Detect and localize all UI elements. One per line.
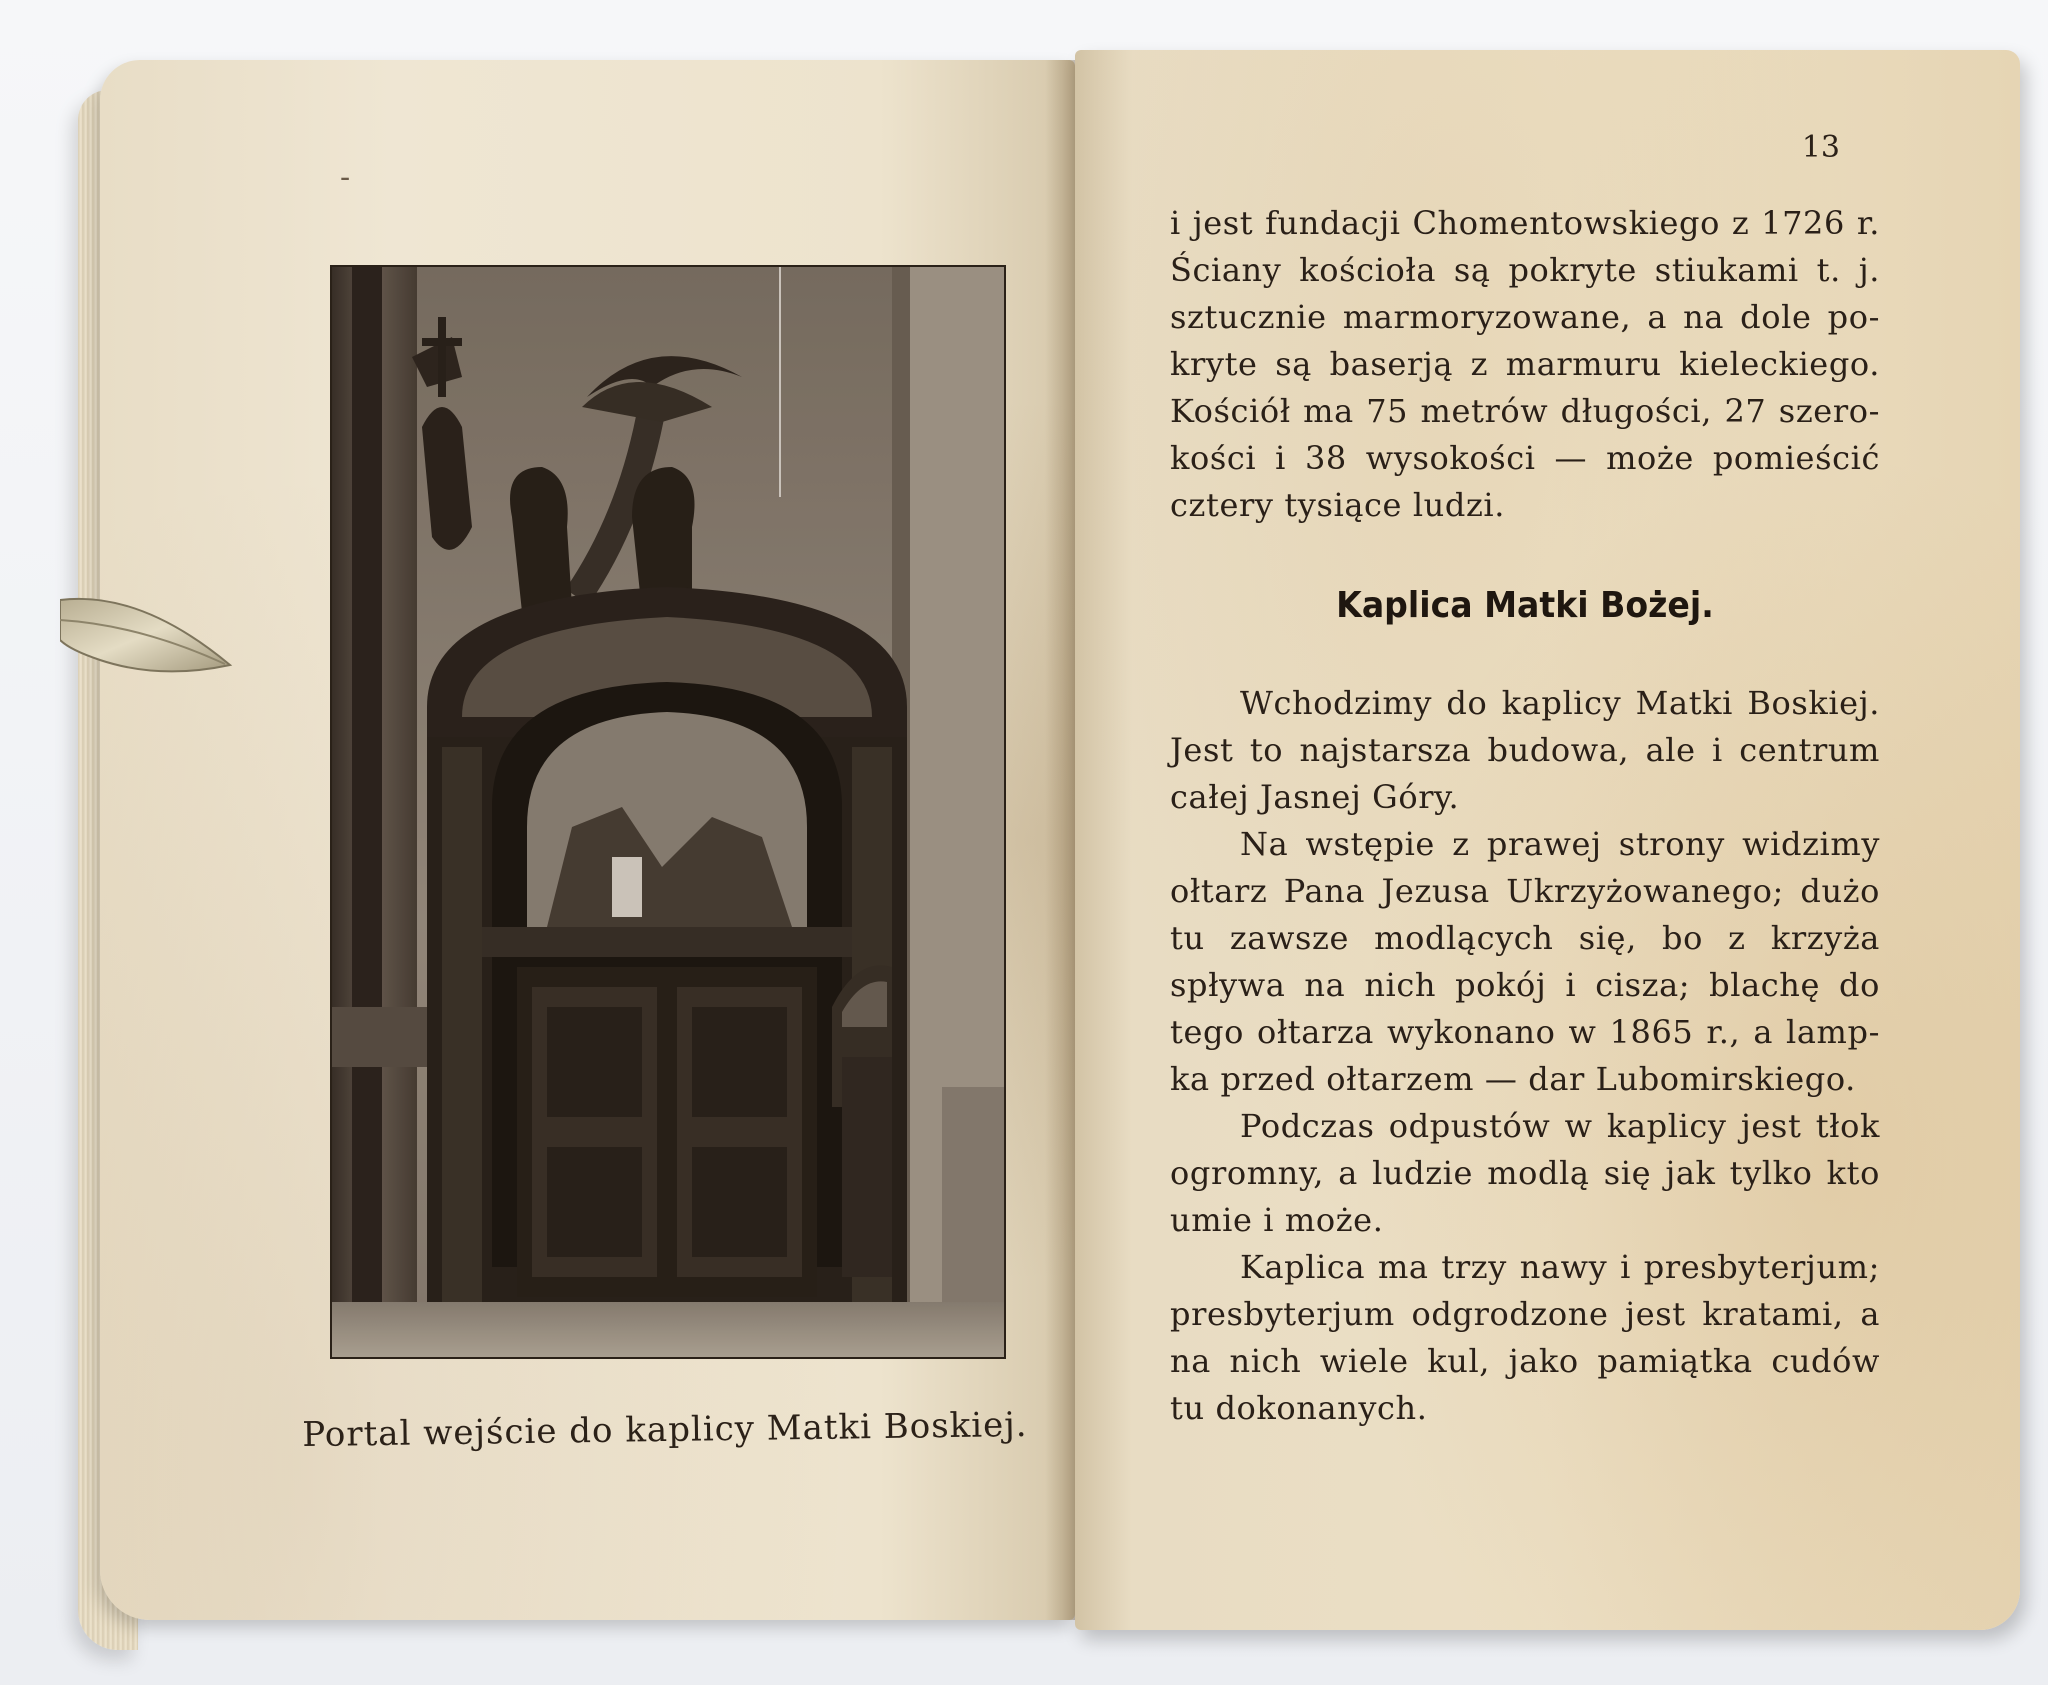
text-line: Ściany kościoła są pokryte stiukami t. j. [1170, 251, 1880, 289]
text-line: i jest fundacji Chomentowskiego z 1726 r. [1170, 204, 1880, 242]
chapel-portal-illustration [332, 267, 1004, 1357]
paragraph-church-walls [1170, 200, 1880, 529]
plate-caption: Portal wejście do kaplicy Matki Boskiej. [302, 1404, 1028, 1456]
section-heading: Kaplica Matki Bożej. [1336, 585, 1714, 626]
text-line: tu zawsze modlących się, bo z krzyża [1170, 919, 1880, 957]
text-line: Kaplica ma trzy nawy i presbyterjum; [1240, 1248, 1880, 1286]
right-page [1075, 50, 2020, 1630]
text-line: Na wstępie z prawej strony widzimy [1240, 825, 1880, 863]
page-mark: - [340, 160, 351, 195]
text-line: całej Jasnej Góry. [1170, 778, 1460, 816]
text-line: kości i 38 wysokości — może pomieścić [1170, 439, 1880, 477]
portal-photograph [330, 265, 1006, 1359]
text-line: Podczas odpustów w kaplicy jest tłok [1240, 1107, 1880, 1145]
open-booklet [60, 60, 2020, 1640]
text-line: spływa na nich pokój i cisza; blachę do [1170, 966, 1880, 1004]
paragraph-chapel [1170, 680, 1880, 1432]
text-line: ołtarz Pana Jezusa Ukrzyżowanego; dużo [1170, 872, 1880, 910]
text-line: ogromny, a ludzie modlą się jak tylko kto [1170, 1154, 1880, 1192]
text-line: Jest to najstarsza budowa, ale i centrum [1170, 731, 1880, 769]
leaf-bookmark [60, 580, 260, 700]
text-line: tego ołtarza wykonano w 1865 r., a lamp- [1170, 1013, 1880, 1051]
text-line: kryte są baserją z marmuru kieleckiego. [1170, 345, 1880, 383]
text-line: cztery tysiące ludzi. [1170, 486, 1506, 524]
text-line: umie i może. [1170, 1201, 1384, 1239]
text-line: Kościół ma 75 metrów długości, 27 szero- [1170, 392, 1880, 430]
text-line: sztucznie marmoryzowane, a na dole po- [1170, 298, 1880, 336]
text-line: Wchodzimy do kaplicy Matki Boskiej. [1240, 684, 1880, 722]
page-number: 13 [1801, 130, 1840, 165]
text-line: presbyterjum odgrodzone jest kratami, a [1170, 1295, 1880, 1333]
left-page [100, 60, 1075, 1620]
text-line: ka przed ołtarzem — dar Lubomirskiego. [1170, 1060, 1856, 1098]
text-line: tu dokonanych. [1170, 1389, 1428, 1427]
text-line: na nich wiele kul, jako pamiątka cudów [1170, 1342, 1880, 1380]
